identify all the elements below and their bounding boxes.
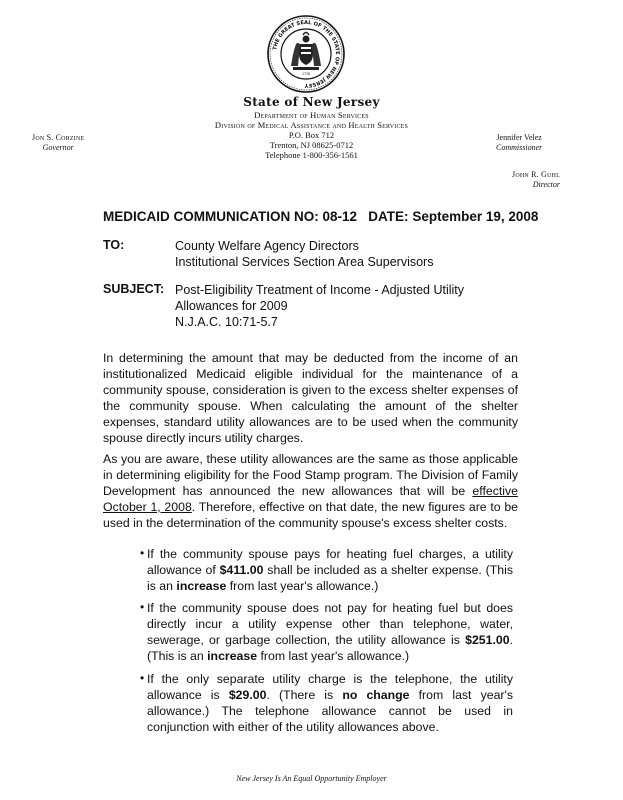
svg-text:THE GREAT SEAL OF THE STATE OF: THE GREAT SEAL OF THE STATE OF NEW JERSEY: [272, 19, 341, 89]
commissioner-name: Jennifer Velez: [496, 133, 542, 142]
state-seal-logo: [266, 14, 346, 94]
bullet-text-part: from last year's allowance.) The telephone allowance cannot be used in conjunction with either of the utility allowances above.: [147, 688, 514, 734]
state-title: State of New Jersey: [243, 95, 380, 109]
subject-label: SUBJECT:: [103, 282, 165, 296]
to-line: Institutional Services Section Area Supervisors: [175, 255, 434, 269]
paragraph2-text-b: . Therefore, effective on that date, the new figures are to be used in the determination of the community spouse's excess shelter costs.: [103, 500, 518, 530]
subject-text: [175, 282, 464, 330]
effective-date-underlined: effective October 1, 2008: [103, 484, 518, 514]
bullet-text-part: shall be included as a shelter expense. (This is an: [147, 563, 514, 593]
director-title: Director: [532, 180, 560, 189]
commissioner-block: [496, 133, 542, 153]
telephone-line: Telephone 1-800-356-1561: [265, 150, 358, 160]
footer-note: New Jersey Is An Equal Opportunity Employer: [236, 774, 387, 783]
date-label: DATE:: [368, 209, 409, 224]
communication-label: MEDICAID COMMUNICATION NO:: [103, 209, 319, 224]
to-recipients: [175, 238, 433, 270]
division-name: Division of Medical Assistance and Health Services: [214, 120, 409, 130]
bullet-text-part: If the community spouse does not pay for heating fuel but does directly incur a utility expense other than telephone, water, sewerage, or garbage collection, the utility allowance is: [147, 601, 513, 647]
commissioner-title: Commissioner: [496, 143, 543, 152]
paragraph2-text-a: As you are aware, these utility allowances are the same as those applicable in determining eligibility for the Food Stamp program. The Division of Family Development has announced the new allowances that will be: [103, 452, 518, 498]
subject-line: N.J.A.C. 10:71-5.7: [175, 315, 278, 329]
body-paragraph-1: In determining the amount that may be deducted from the income of an institutionalized Medicaid eligible individual for the maintenance of a community spouse, consideration is given to the excess shelter expenses of the community spouse. When calculating the amount of the shelter expenses, standard utility allowances are to be used when the community spouse directly incurs utility charges.: [103, 351, 518, 445]
subject-line: Post-Eligibility Treatment of Income - Adjusted Utility: [175, 283, 465, 297]
bullet-text-part: . (This is an: [147, 633, 513, 663]
governor-title: Governor: [42, 143, 74, 152]
bullet-dot-icon: •: [140, 546, 145, 560]
body-paragraph-2: [103, 451, 518, 531]
department-name: Department of Human Services: [254, 110, 369, 120]
change-indicator: no change: [342, 688, 410, 702]
bullet-dot-icon: •: [140, 671, 145, 685]
communication-number: 08-12: [322, 209, 358, 224]
city-line: Trenton, NJ 08625-0712: [269, 140, 354, 150]
governor-name: Jon S. Corzine: [32, 133, 85, 142]
bullet-text-part: If the only separate utility charge is the telephone, the utility allowance is: [147, 672, 513, 702]
bullet-dot-icon: •: [140, 600, 145, 614]
subject-line: Allowances for 2009: [175, 299, 288, 313]
allowance-amount: $29.00: [228, 688, 267, 702]
communication-date: September 19, 2008: [412, 209, 539, 224]
allowance-amount: $411.00: [219, 563, 264, 577]
po-box: P.O. Box 712: [288, 130, 335, 140]
svg-text:1776: 1776: [301, 72, 311, 76]
allowance-amount: $251.00: [465, 633, 510, 647]
to-label: TO:: [103, 238, 125, 252]
director-name: John R. Guhl: [512, 170, 560, 179]
bullet-text-part: . (There is: [266, 688, 343, 702]
bullet-text-part: from last year's allowance.): [226, 579, 379, 593]
bullet-text: [147, 671, 513, 735]
bullet-text: [147, 546, 513, 594]
bullet-text-part: If the community spouse pays for heating fuel charges, a utility allowance of: [147, 547, 513, 577]
bullet-text: [147, 600, 513, 664]
director-block: [512, 170, 560, 190]
to-line: County Welfare Agency Directors: [175, 239, 359, 253]
change-indicator: increase: [207, 649, 258, 663]
communication-header: [103, 209, 538, 224]
change-indicator: increase: [176, 579, 227, 593]
bullet-text-part: from last year's allowance.): [257, 649, 410, 663]
governor-block: [32, 133, 84, 153]
